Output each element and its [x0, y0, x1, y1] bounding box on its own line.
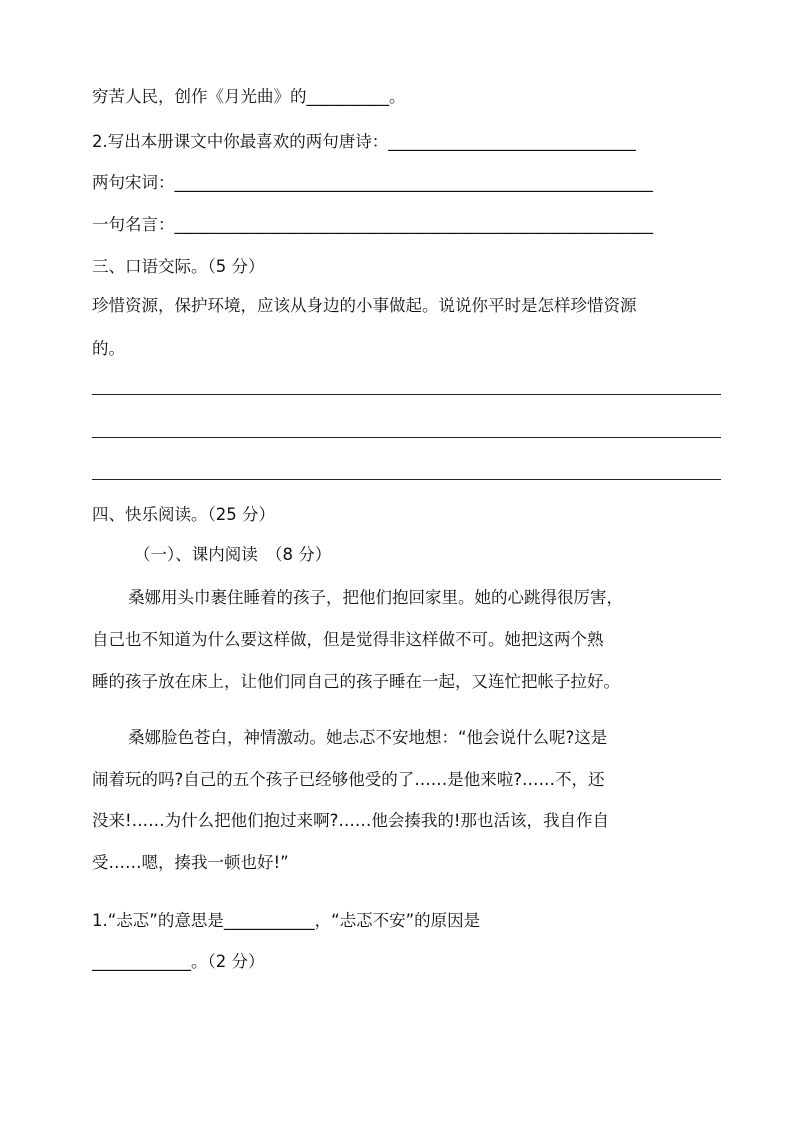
song-ci-question: 两句宋词：__________________________________________________________ [92, 173, 653, 192]
passage-paragraph-2-line-3: 没来!……为什么把他们抱过来啊?……他会揍我的!那也活该，我自作自 [92, 811, 609, 830]
passage-paragraph-1-line-1: 桑娜用头巾裹住睡着的孩子，把他们抱回家里。她的心跳得很厉害， [128, 588, 623, 607]
famous-quote-question: 一句名言：__________________________________________________________ [92, 215, 653, 234]
moonlight-sonata-blank-line: 穷苦人民，创作《月光曲》的__________。 [92, 87, 406, 106]
section-four-heading: 四、快乐阅读。（25 分） [92, 505, 275, 524]
question-1-line-2: ____________。（2 分） [92, 952, 265, 971]
answer-rule-2 [92, 437, 721, 438]
answer-rule-3 [92, 479, 721, 480]
passage-paragraph-2-line-4: 受……嗯，揍我一顿也好!” [92, 853, 289, 872]
passage-paragraph-2-line-1: 桑娜脸色苍白，神情激动。她忐忑不安地想：“他会说什么呢?这是 [128, 728, 608, 747]
in-class-reading-subheading: （一）、课内阅读 （8 分） [134, 545, 332, 564]
oral-communication-prompt-line-2: 的。 [92, 339, 125, 358]
passage-paragraph-1-line-3: 睡的孩子放在床上，让他们同自己的孩子睡在一起，又连忙把帐子拉好。 [92, 672, 620, 691]
tang-poem-question: 2.写出本册课文中你最喜欢的两句唐诗：______________________________ [92, 132, 636, 151]
passage-paragraph-1-line-2: 自己也不知道为什么要这样做，但是觉得非这样做不可。她把这两个熟 [92, 630, 604, 649]
question-1-line-1: 1.“忐忑”的意思是___________，“忐忑不安”的原因是 [92, 911, 481, 930]
section-three-heading: 三、口语交际。（5 分） [92, 257, 265, 276]
answer-rule-1 [92, 394, 721, 395]
passage-paragraph-2-line-2: 闹着玩的吗?自己的五个孩子已经够他受的了……是他来啦?……不，还 [92, 770, 605, 789]
oral-communication-prompt-line-1: 珍惜资源，保护环境，应该从身边的小事做起。说说你平时是怎样珍惜资源 [92, 296, 637, 315]
